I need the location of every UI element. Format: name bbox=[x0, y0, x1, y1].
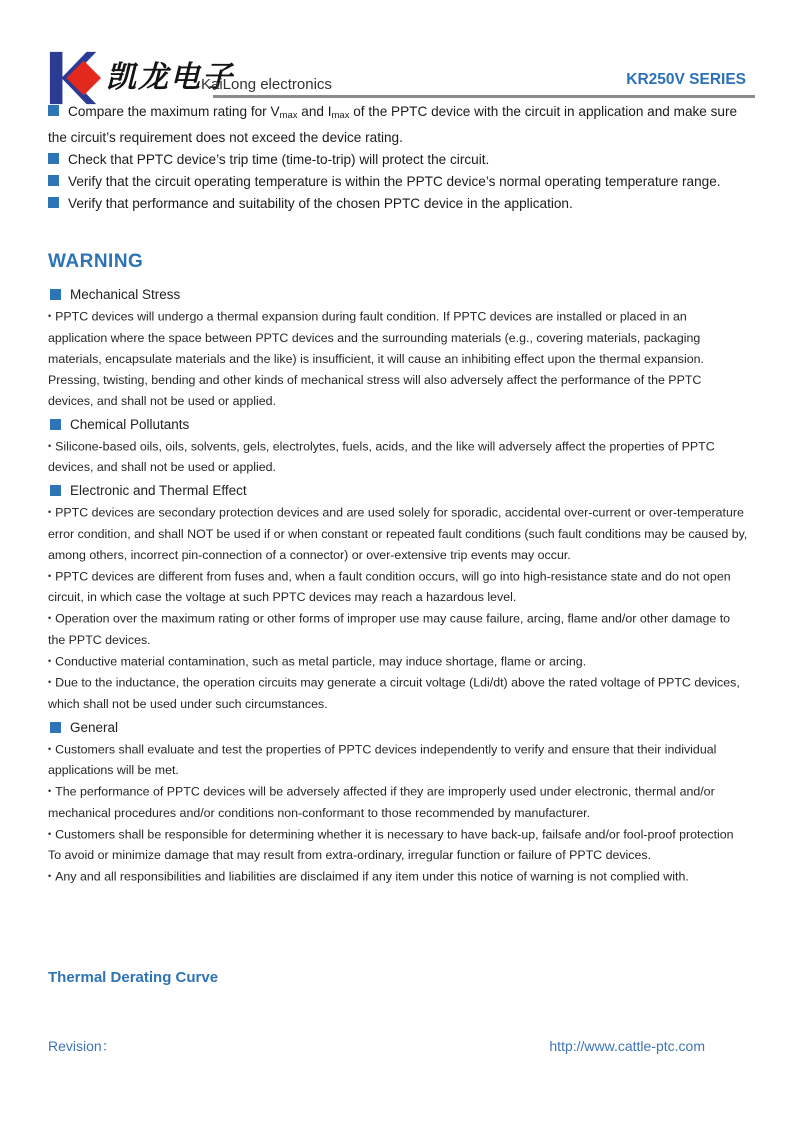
checklist-item-text: and I bbox=[297, 104, 332, 119]
warning-paragraph-text: PPTC devices will undergo a thermal expansion during fault condition. If PPTC devices are installed or placed in an application where the space between PPTC devices and the surrounding materials (e.g., covering materials, packaging materials, encapsulate materials and the like) is insufficient, it will cause an inhibiting effect upon the thermal expansion. Pressing, twisting, bending and other kinds of mechanical stress will also adversely affect the performance of the PPTC devices, and shall not be used or applied. bbox=[48, 309, 704, 408]
subsection-mechanical-stress bbox=[48, 284, 748, 412]
dot-bullet-icon: • bbox=[48, 743, 52, 754]
checklist-item-text: Compare the maximum rating for V bbox=[68, 104, 280, 119]
square-bullet-icon bbox=[48, 105, 59, 116]
warning-paragraph bbox=[48, 608, 748, 651]
header-divider bbox=[213, 95, 755, 98]
checklist bbox=[48, 101, 748, 215]
square-bullet-icon bbox=[50, 485, 61, 496]
subsection-chemical-pollutants bbox=[48, 414, 748, 479]
series-title: KR250V SERIES bbox=[626, 71, 746, 88]
dot-bullet-icon: • bbox=[48, 311, 52, 321]
square-bullet-icon bbox=[50, 289, 61, 300]
warning-paragraph-text: The performance of PPTC devices will be adversely affected if they are improperly used under electronic, thermal and/or mechanical procedures and/or conditions non-conformant to those recommended by manufacturer. bbox=[48, 784, 715, 820]
warning-paragraph bbox=[48, 436, 748, 479]
warning-paragraph bbox=[48, 306, 748, 412]
subscript-max: max bbox=[279, 110, 298, 121]
kailong-logo-icon bbox=[44, 50, 106, 106]
square-bullet-icon bbox=[48, 197, 59, 208]
dot-bullet-icon: • bbox=[48, 828, 52, 839]
subsection-electronic-thermal-effect bbox=[48, 480, 748, 715]
subsection-heading-text: Mechanical Stress bbox=[70, 287, 181, 302]
warning-paragraph bbox=[48, 672, 748, 715]
warning-paragraph bbox=[48, 739, 748, 782]
page-footer bbox=[48, 1036, 705, 1056]
checklist-item-text: Verify that performance and suitability of the chosen PPTC device in the application. bbox=[68, 196, 573, 211]
warning-paragraph-text: Customers shall evaluate and test the properties of PPTC devices independently to verify and ensure that their individual applications will be met. bbox=[48, 742, 717, 777]
warning-paragraph bbox=[48, 566, 748, 609]
checklist-item-text: Verify that the circuit operating temperature is within the PPTC device’s normal operating temperature range. bbox=[68, 174, 721, 189]
subsection-heading-text: General bbox=[70, 719, 119, 735]
warning-paragraph-text: Any and all responsibilities and liabilities are disclaimed if any item under this notice of warning is not complied with. bbox=[55, 869, 689, 884]
dot-bullet-icon: • bbox=[48, 655, 52, 666]
warning-paragraph-text: Due to the inductance, the operation circuits may generate a circuit voltage (Ldi/dt) above the rated voltage of PPTC devices, which shall not be used under such circumstances. bbox=[48, 675, 740, 711]
dot-bullet-icon: • bbox=[48, 507, 52, 517]
dot-bullet-icon: • bbox=[48, 570, 52, 581]
warning-paragraph-text: Silicone-based oils, oils, solvents, gels, electrolytes, fuels, acids, and the like will adversely affect the properties of PPTC devices, and shall not be used or applied. bbox=[48, 439, 715, 474]
revision-label: Revision： bbox=[48, 1038, 116, 1054]
checklist-item bbox=[48, 171, 748, 193]
brand-name-english: KaiLong electronics bbox=[201, 76, 332, 93]
dot-bullet-icon: • bbox=[48, 677, 52, 687]
warning-paragraph-text: Operation over the maximum rating or other forms of improper use may cause failure, arcing, flame and/or other damage to the PPTC devices. bbox=[48, 611, 731, 647]
checklist-item-text: of the PPTC device with the circuit in application and make sure the circuit’s requirement does not exceed the device rating. bbox=[48, 104, 738, 145]
dot-bullet-icon: • bbox=[48, 613, 52, 623]
square-bullet-icon bbox=[50, 722, 61, 733]
website-link[interactable]: http://www.cattle-ptc.com bbox=[549, 1038, 705, 1054]
square-bullet-icon bbox=[48, 175, 59, 186]
warning-paragraph bbox=[48, 502, 748, 566]
warning-title: WARNING bbox=[48, 251, 144, 272]
checklist-item bbox=[48, 193, 748, 215]
checklist-item bbox=[48, 149, 748, 171]
warning-paragraph bbox=[48, 781, 748, 824]
warning-paragraph bbox=[48, 824, 748, 867]
dot-bullet-icon: • bbox=[48, 440, 52, 451]
dot-bullet-icon: • bbox=[48, 871, 52, 881]
subsection-general bbox=[48, 717, 748, 888]
subsection-heading bbox=[50, 717, 748, 738]
warning-paragraph-text: Conductive material contamination, such as metal particle, may induce shortage, flame or arcing. bbox=[55, 654, 587, 668]
brand-name-chinese: 凯龙电子 bbox=[106, 61, 234, 94]
subsection-heading bbox=[50, 480, 748, 501]
warning-paragraph bbox=[48, 651, 748, 673]
square-bullet-icon bbox=[48, 153, 59, 164]
warning-paragraph bbox=[48, 866, 748, 888]
warning-section bbox=[48, 251, 748, 888]
checklist-item-text: Check that PPTC device’s trip time (time-to-trip) will protect the circuit. bbox=[68, 152, 490, 167]
thermal-derating-curve-title: Thermal Derating Curve bbox=[48, 969, 219, 986]
square-bullet-icon bbox=[50, 419, 61, 430]
subsection-heading-text: Chemical Pollutants bbox=[70, 416, 190, 432]
checklist-item bbox=[48, 101, 748, 149]
subsection-heading bbox=[50, 414, 748, 435]
subscript-max: max bbox=[331, 110, 350, 121]
warning-paragraph-text: Customers shall be responsible for determining whether it is necessary to have back-up, failsafe and/or fool-proof protection To avoid or minimize damage that may result from extra-ordinary, irregular function or failure of PPTC devices. bbox=[48, 827, 734, 862]
subsection-heading bbox=[50, 284, 748, 305]
warning-paragraph-text: PPTC devices are different from fuses and, when a fault condition occurs, will go into high-resistance state and do not open circuit, in which case the voltage at such PPTC devices may reach a hazardous level. bbox=[48, 569, 731, 604]
warning-paragraph-text: PPTC devices are secondary protection devices and are used solely for sporadic, accidental over-current or over-temperature error condition, and shall NOT be used if or when constant or repeated fault conditions (such fault conditions may be caused by, among others, incorrect pin-connection of a connector) or over-extensive trip events may occur. bbox=[48, 505, 748, 562]
subsection-heading-text: Electronic and Thermal Effect bbox=[70, 483, 247, 498]
dot-bullet-icon: • bbox=[48, 786, 52, 796]
